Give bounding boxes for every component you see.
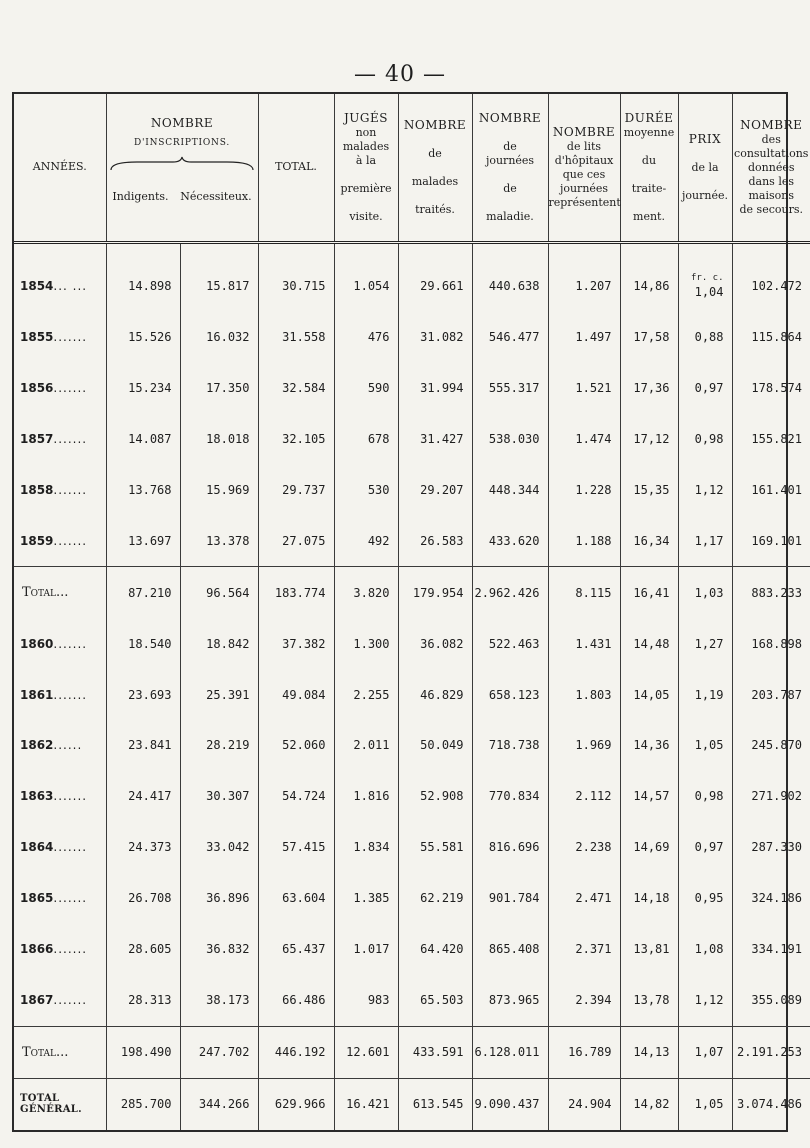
table-cell: 2.962.426 <box>472 567 548 619</box>
header-juges: JUGÉS non malades à la première visite. <box>334 94 398 242</box>
table-cell: 14,57 <box>620 771 678 822</box>
table-cell: 13.378 <box>180 515 258 567</box>
table-cell: 658.123 <box>472 669 548 720</box>
table-cell: 33.042 <box>180 822 258 873</box>
table-cell: 1,27 <box>678 618 732 669</box>
table-cell: 1.054 <box>334 260 398 311</box>
header-total: TOTAL. <box>258 94 334 242</box>
table-row <box>14 822 810 873</box>
table-cell: 26.583 <box>398 515 472 567</box>
header-malades: NOMBRE de malades traités. <box>398 94 472 242</box>
table-cell: 1.816 <box>334 771 398 822</box>
table-cell: 102.472 <box>751 278 802 293</box>
table-cell: 14,18 <box>620 873 678 924</box>
table-cell: 155.821 <box>751 431 802 446</box>
year-label: 1856 <box>20 380 54 395</box>
table-row <box>14 720 810 771</box>
table-cell: 476 <box>334 311 398 362</box>
table-cell: 31.994 <box>398 362 472 413</box>
leader-dots: ....... <box>53 840 88 855</box>
table-cell: 546.477 <box>472 311 548 362</box>
table-cell: 0,88 <box>678 311 732 362</box>
table-cell: 18.018 <box>180 413 258 464</box>
statistics-table <box>12 92 809 1132</box>
table-cell: Total... <box>14 567 106 619</box>
table-cell: 198.490 <box>106 1026 180 1078</box>
table-cell: 17,36 <box>620 362 678 413</box>
leader-dots: ....... <box>53 329 88 344</box>
table-cell: 433.591 <box>398 1026 472 1078</box>
spacer-cell <box>258 242 334 260</box>
table-cell: 446.192 <box>258 1026 334 1078</box>
table-cell <box>678 260 732 311</box>
year-label: 1866 <box>20 942 54 957</box>
table-row <box>14 413 810 464</box>
header-inscriptions-title: NOMBRE <box>150 116 214 130</box>
table-cell: 183.774 <box>258 567 334 619</box>
spacer-cell <box>14 242 106 260</box>
table-cell: 9.090.437 <box>472 1078 548 1130</box>
table-cell: 1.803 <box>548 669 620 720</box>
table-cell: 14.087 <box>106 413 180 464</box>
table-cell: 65.503 <box>398 975 472 1027</box>
year-label: 1858 <box>20 482 54 497</box>
year-cell <box>14 311 106 362</box>
table-cell: 247.702 <box>180 1026 258 1078</box>
leader-dots: ....... <box>53 789 88 804</box>
table-cell: 29.207 <box>398 464 472 515</box>
table-cell: 23.841 <box>106 720 180 771</box>
table-cell: 2.011 <box>334 720 398 771</box>
table-cell: 14,48 <box>620 618 678 669</box>
spacer-cell <box>398 242 472 260</box>
table-cell: 57.415 <box>258 822 334 873</box>
leader-dots: ....... <box>53 431 88 446</box>
table-cell: 18.842 <box>180 618 258 669</box>
table-cell: 2.471 <box>548 873 620 924</box>
table-cell: 2.238 <box>548 822 620 873</box>
table-cell: 25.391 <box>180 669 258 720</box>
year-label: 1854 <box>20 278 54 293</box>
table-cell: 50.049 <box>398 720 472 771</box>
table-cell: 14,05 <box>620 669 678 720</box>
table-cell: 1.188 <box>548 515 620 567</box>
table-cell: 96.564 <box>180 567 258 619</box>
table-cell: 15.969 <box>180 464 258 515</box>
price-unit: fr. c. <box>690 272 724 283</box>
leader-dots: ... ... <box>53 278 88 293</box>
table-row <box>14 618 810 669</box>
spacer-cell <box>548 242 620 260</box>
table-cell: 1.834 <box>334 822 398 873</box>
table-row <box>14 924 810 975</box>
grand-row <box>14 1078 810 1130</box>
table-cell: 1.521 <box>548 362 620 413</box>
table-cell: 64.420 <box>398 924 472 975</box>
table-cell: 0,98 <box>678 771 732 822</box>
table-cell: 32.584 <box>258 362 334 413</box>
table-cell: 1.017 <box>334 924 398 975</box>
table-cell: 54.724 <box>258 771 334 822</box>
table-cell: 36.082 <box>398 618 472 669</box>
table-row <box>14 669 810 720</box>
table-cell: 14,82 <box>620 1078 678 1130</box>
table-cell: 2.371 <box>548 924 620 975</box>
header-journees: NOMBRE de journées de maladie. <box>472 94 548 242</box>
table-cell: 14,69 <box>620 822 678 873</box>
leader-dots: ....... <box>53 942 88 957</box>
table-cell: 522.463 <box>472 618 548 669</box>
leader-dots: ....... <box>53 891 88 906</box>
table-cell: 1,05 <box>678 1078 732 1130</box>
table-cell: 49.084 <box>258 669 334 720</box>
year-cell <box>14 873 106 924</box>
table-cell: 873.965 <box>472 975 548 1027</box>
year-cell <box>14 413 106 464</box>
table-cell: 15.234 <box>106 362 180 413</box>
header-necessiteux: Nécessiteux. <box>180 190 252 203</box>
table-cell: 36.896 <box>180 873 258 924</box>
year-cell <box>14 771 106 822</box>
year-label: 1862 <box>20 738 54 753</box>
table-cell: 15.526 <box>106 311 180 362</box>
year-cell <box>14 362 106 413</box>
table-cell: 0,97 <box>678 362 732 413</box>
table-cell: 2.112 <box>548 771 620 822</box>
table-cell: 16,34 <box>620 515 678 567</box>
table-cell: 28.313 <box>106 975 180 1027</box>
year-label: 1867 <box>20 993 54 1008</box>
table-cell: 1,03 <box>678 567 732 619</box>
spacer-cell <box>732 242 810 260</box>
table-cell: 1.969 <box>548 720 620 771</box>
table-cell: 168.898 <box>751 636 802 651</box>
table-cell: 718.738 <box>472 720 548 771</box>
price-value: 1,04 <box>694 284 724 299</box>
table-cell: 26.708 <box>106 873 180 924</box>
table-cell: 28.605 <box>106 924 180 975</box>
table-cell: 334.191 <box>751 942 802 957</box>
table-cell: 8.115 <box>548 567 620 619</box>
table-cell: 1,17 <box>678 515 732 567</box>
table-cell: 27.075 <box>258 515 334 567</box>
table-cell: 30.307 <box>180 771 258 822</box>
table-cell: 17,58 <box>620 311 678 362</box>
table-cell: 13,78 <box>620 975 678 1027</box>
total-row <box>14 1026 810 1078</box>
table-cell: 63.604 <box>258 873 334 924</box>
table-cell: 983 <box>334 975 398 1027</box>
header-inscriptions-sub: D'INSCRIPTIONS. <box>133 138 231 148</box>
table-cell: 38.173 <box>180 975 258 1027</box>
table-cell: 816.696 <box>472 822 548 873</box>
table-cell: 440.638 <box>472 260 548 311</box>
table-cell: 24.417 <box>106 771 180 822</box>
year-label: 1861 <box>20 687 54 702</box>
table-cell: 87.210 <box>106 567 180 619</box>
header-lits: NOMBRE de lits d'hôpitaux que ces journées représentent <box>548 94 620 242</box>
table-cell: Total... <box>14 1026 106 1078</box>
header-consultations: NOMBRE des consultations données dans les maisons de secours. <box>732 94 810 242</box>
table-row <box>14 260 810 311</box>
table-cell: 178.574 <box>751 380 802 395</box>
table-cell: 115.864 <box>751 329 802 344</box>
table-cell: 161.401 <box>751 482 802 497</box>
table-cell: 46.829 <box>398 669 472 720</box>
table-cell: 14,13 <box>620 1026 678 1078</box>
table-cell: 203.787 <box>751 687 802 702</box>
table-cell: 1.207 <box>548 260 620 311</box>
table-cell: 1,12 <box>678 464 732 515</box>
table-row <box>14 464 810 515</box>
table-cell: 448.344 <box>472 464 548 515</box>
table-cell: 555.317 <box>472 362 548 413</box>
table-cell: 24.904 <box>548 1078 620 1130</box>
table-cell: 492 <box>334 515 398 567</box>
year-cell <box>14 515 106 567</box>
table-cell: 28.219 <box>180 720 258 771</box>
table-cell: 3.820 <box>334 567 398 619</box>
table-cell: 13,81 <box>620 924 678 975</box>
leader-dots: ....... <box>53 993 88 1008</box>
table-cell: 285.700 <box>106 1078 180 1130</box>
table-cell: 678 <box>334 413 398 464</box>
table-cell: TOTAL GÉNÉRAL. <box>14 1078 106 1130</box>
table-cell: 324.186 <box>751 891 802 906</box>
table-cell: 17.350 <box>180 362 258 413</box>
table-body <box>14 242 810 1130</box>
table-cell: 1,05 <box>678 720 732 771</box>
table-cell: 613.545 <box>398 1078 472 1130</box>
table-row <box>14 873 810 924</box>
table-cell: 31.558 <box>258 311 334 362</box>
table-cell: 2.394 <box>548 975 620 1027</box>
year-cell <box>14 464 106 515</box>
table-cell: 1.385 <box>334 873 398 924</box>
table-cell: 1.300 <box>334 618 398 669</box>
table-cell: 16.789 <box>548 1026 620 1078</box>
table-cell: 287.330 <box>751 840 802 855</box>
table-cell: 52.908 <box>398 771 472 822</box>
year-label: 1859 <box>20 533 54 548</box>
table-cell: 13.697 <box>106 515 180 567</box>
table-cell: 17,12 <box>620 413 678 464</box>
table-cell: 14,86 <box>620 260 678 311</box>
leader-dots: ....... <box>53 687 88 702</box>
data-table <box>14 94 810 1130</box>
table-cell: 1.228 <box>548 464 620 515</box>
table-cell: 16,41 <box>620 567 678 619</box>
table-cell: 14.898 <box>106 260 180 311</box>
table-cell: 37.382 <box>258 618 334 669</box>
table-cell: 1,08 <box>678 924 732 975</box>
table-cell: 883.233 <box>732 567 810 619</box>
table-cell: 23.693 <box>106 669 180 720</box>
table-cell: 36.832 <box>180 924 258 975</box>
table-cell: 55.581 <box>398 822 472 873</box>
table-cell: 1,12 <box>678 975 732 1027</box>
year-cell <box>14 260 106 311</box>
table-cell: 16.421 <box>334 1078 398 1130</box>
leader-dots: ....... <box>53 636 88 651</box>
table-cell: 0,97 <box>678 822 732 873</box>
spacer-cell <box>180 242 258 260</box>
leader-dots: ....... <box>53 380 88 395</box>
table-cell: 1.431 <box>548 618 620 669</box>
table-cell: 0,95 <box>678 873 732 924</box>
table-cell: 6.128.011 <box>472 1026 548 1078</box>
year-cell <box>14 822 106 873</box>
year-cell <box>14 618 106 669</box>
year-label: 1865 <box>20 891 54 906</box>
table-cell: 31.082 <box>398 311 472 362</box>
table-cell: 13.768 <box>106 464 180 515</box>
year-label: 1860 <box>20 636 54 651</box>
table-cell: 52.060 <box>258 720 334 771</box>
year-cell <box>14 924 106 975</box>
table-cell: 344.266 <box>180 1078 258 1130</box>
header-years: ANNÉES. <box>14 94 106 242</box>
table-cell: 865.408 <box>472 924 548 975</box>
table-cell: 24.373 <box>106 822 180 873</box>
table-cell: 15,35 <box>620 464 678 515</box>
leader-dots: ....... <box>53 482 88 497</box>
table-cell: 2.255 <box>334 669 398 720</box>
table-cell: 65.437 <box>258 924 334 975</box>
table-cell: 1,07 <box>678 1026 732 1078</box>
table-cell: 3.074.486 <box>732 1078 810 1130</box>
header-inscriptions <box>106 94 258 242</box>
table-row <box>14 362 810 413</box>
table-cell: 271.902 <box>751 789 802 804</box>
table-cell: 245.870 <box>751 738 802 753</box>
year-label: 1857 <box>20 431 54 446</box>
brace-icon <box>107 156 257 172</box>
page-number: — 40 — <box>354 62 446 87</box>
table-cell: 179.954 <box>398 567 472 619</box>
table-cell: 16.032 <box>180 311 258 362</box>
spacer-cell <box>472 242 548 260</box>
total-row <box>14 567 810 619</box>
table-cell: 18.540 <box>106 618 180 669</box>
header-indigents: Indigents. <box>112 190 169 203</box>
table-row <box>14 771 810 822</box>
table-cell: 2.191.253 <box>732 1026 810 1078</box>
table-cell: 0,98 <box>678 413 732 464</box>
table-cell: 1.497 <box>548 311 620 362</box>
leader-dots: ....... <box>53 533 88 548</box>
table-cell: 169.101 <box>751 533 802 548</box>
table-cell: 12.601 <box>334 1026 398 1078</box>
table-cell: 31.427 <box>398 413 472 464</box>
table-cell: 29.737 <box>258 464 334 515</box>
table-row <box>14 311 810 362</box>
year-label: 1855 <box>20 329 54 344</box>
table-cell: 30.715 <box>258 260 334 311</box>
table-cell: 32.105 <box>258 413 334 464</box>
table-cell: 355.089 <box>751 993 802 1008</box>
year-label: 1864 <box>20 840 54 855</box>
table-header <box>14 94 810 242</box>
table-cell: 590 <box>334 362 398 413</box>
year-cell <box>14 669 106 720</box>
table-cell: 66.486 <box>258 975 334 1027</box>
table-cell: 629.966 <box>258 1078 334 1130</box>
table-row <box>14 975 810 1027</box>
table-cell: 29.661 <box>398 260 472 311</box>
year-cell <box>14 720 106 771</box>
spacer-cell <box>334 242 398 260</box>
year-label: 1863 <box>20 789 54 804</box>
table-cell: 1.474 <box>548 413 620 464</box>
table-cell: 15.817 <box>180 260 258 311</box>
table-cell: 1,19 <box>678 669 732 720</box>
spacer-cell <box>620 242 678 260</box>
table-cell: 62.219 <box>398 873 472 924</box>
table-row <box>14 515 810 567</box>
spacer-cell <box>106 242 180 260</box>
header-prix: PRIX de la journée. <box>678 94 732 242</box>
spacer-cell <box>678 242 732 260</box>
table-cell: 14,36 <box>620 720 678 771</box>
table-cell: 538.030 <box>472 413 548 464</box>
table-cell: 770.834 <box>472 771 548 822</box>
leader-dots: ...... <box>53 738 83 753</box>
year-cell <box>14 975 106 1027</box>
table-cell: 433.620 <box>472 515 548 567</box>
spacer-row <box>14 242 810 260</box>
header-duree: DURÉE moyenne du traite- ment. <box>620 94 678 242</box>
table-cell: 901.784 <box>472 873 548 924</box>
table-cell: 530 <box>334 464 398 515</box>
